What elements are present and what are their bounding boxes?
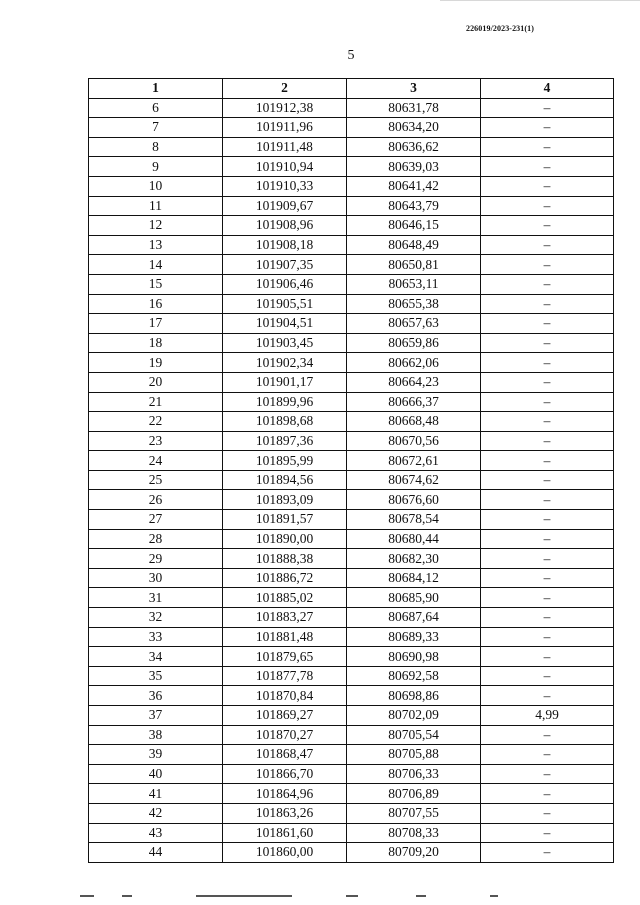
table-header-row bbox=[89, 79, 614, 99]
column-4-cell: – bbox=[481, 490, 614, 510]
table-row bbox=[89, 412, 614, 432]
point-number-cell: 14 bbox=[89, 255, 223, 275]
table-row bbox=[89, 333, 614, 353]
x-coordinate-cell: 101864,96 bbox=[223, 784, 347, 804]
x-coordinate-cell: 101868,47 bbox=[223, 745, 347, 765]
point-number-cell: 32 bbox=[89, 608, 223, 628]
point-number-cell: 29 bbox=[89, 549, 223, 569]
x-coordinate-cell: 101891,57 bbox=[223, 510, 347, 530]
column-4-cell: – bbox=[481, 294, 614, 314]
point-number-cell: 20 bbox=[89, 372, 223, 392]
y-coordinate-cell: 80672,61 bbox=[347, 451, 481, 471]
table-row bbox=[89, 255, 614, 275]
x-coordinate-cell: 101869,27 bbox=[223, 706, 347, 726]
table-row bbox=[89, 98, 614, 118]
column-4-cell: – bbox=[481, 745, 614, 765]
column-4-cell: – bbox=[481, 196, 614, 216]
point-number-cell: 42 bbox=[89, 803, 223, 823]
point-number-cell: 28 bbox=[89, 529, 223, 549]
point-number-cell: 39 bbox=[89, 745, 223, 765]
table-row bbox=[89, 510, 614, 530]
column-4-cell: – bbox=[481, 314, 614, 334]
y-coordinate-cell: 80643,79 bbox=[347, 196, 481, 216]
y-coordinate-cell: 80674,62 bbox=[347, 470, 481, 490]
column-header-4: 4 bbox=[481, 79, 614, 99]
column-4-cell: – bbox=[481, 784, 614, 804]
table-row bbox=[89, 235, 614, 255]
y-coordinate-cell: 80650,81 bbox=[347, 255, 481, 275]
point-number-cell: 27 bbox=[89, 510, 223, 530]
x-coordinate-cell: 101897,36 bbox=[223, 431, 347, 451]
table-row bbox=[89, 745, 614, 765]
y-coordinate-cell: 80653,11 bbox=[347, 274, 481, 294]
table-row bbox=[89, 392, 614, 412]
x-coordinate-cell: 101910,94 bbox=[223, 157, 347, 177]
y-coordinate-cell: 80639,03 bbox=[347, 157, 481, 177]
y-coordinate-cell: 80631,78 bbox=[347, 98, 481, 118]
table-row bbox=[89, 647, 614, 667]
point-number-cell: 12 bbox=[89, 216, 223, 236]
y-coordinate-cell: 80678,54 bbox=[347, 510, 481, 530]
y-coordinate-cell: 80646,15 bbox=[347, 216, 481, 236]
column-4-cell: – bbox=[481, 412, 614, 432]
bottom-scan-marks bbox=[80, 893, 560, 899]
point-number-cell: 8 bbox=[89, 137, 223, 157]
column-4-cell: – bbox=[481, 843, 614, 863]
table-row bbox=[89, 725, 614, 745]
column-4-cell: – bbox=[481, 353, 614, 373]
y-coordinate-cell: 80682,30 bbox=[347, 549, 481, 569]
table-row bbox=[89, 274, 614, 294]
column-header-2: 2 bbox=[223, 79, 347, 99]
point-number-cell: 30 bbox=[89, 568, 223, 588]
y-coordinate-cell: 80690,98 bbox=[347, 647, 481, 667]
x-coordinate-cell: 101895,99 bbox=[223, 451, 347, 471]
y-coordinate-cell: 80692,58 bbox=[347, 666, 481, 686]
table-row bbox=[89, 784, 614, 804]
point-number-cell: 43 bbox=[89, 823, 223, 843]
point-number-cell: 34 bbox=[89, 647, 223, 667]
x-coordinate-cell: 101901,17 bbox=[223, 372, 347, 392]
table-row bbox=[89, 608, 614, 628]
y-coordinate-cell: 80707,55 bbox=[347, 803, 481, 823]
column-4-cell: – bbox=[481, 568, 614, 588]
column-4-cell: – bbox=[481, 333, 614, 353]
x-coordinate-cell: 101888,38 bbox=[223, 549, 347, 569]
y-coordinate-cell: 80676,60 bbox=[347, 490, 481, 510]
x-coordinate-cell: 101903,45 bbox=[223, 333, 347, 353]
point-number-cell: 15 bbox=[89, 274, 223, 294]
column-4-cell: – bbox=[481, 372, 614, 392]
x-coordinate-cell: 101911,96 bbox=[223, 118, 347, 138]
column-4-cell: – bbox=[481, 451, 614, 471]
x-coordinate-cell: 101883,27 bbox=[223, 608, 347, 628]
point-number-cell: 17 bbox=[89, 314, 223, 334]
x-coordinate-cell: 101893,09 bbox=[223, 490, 347, 510]
table-row bbox=[89, 216, 614, 236]
point-number-cell: 11 bbox=[89, 196, 223, 216]
y-coordinate-cell: 80708,33 bbox=[347, 823, 481, 843]
x-coordinate-cell: 101861,60 bbox=[223, 823, 347, 843]
column-4-cell: – bbox=[481, 725, 614, 745]
table-row bbox=[89, 196, 614, 216]
top-edge-rule bbox=[440, 0, 640, 1]
table-row bbox=[89, 686, 614, 706]
column-4-cell: – bbox=[481, 157, 614, 177]
column-header-3: 3 bbox=[347, 79, 481, 99]
point-number-cell: 18 bbox=[89, 333, 223, 353]
point-number-cell: 26 bbox=[89, 490, 223, 510]
x-coordinate-cell: 101912,38 bbox=[223, 98, 347, 118]
y-coordinate-cell: 80641,42 bbox=[347, 176, 481, 196]
column-4-cell: – bbox=[481, 510, 614, 530]
column-4-cell: – bbox=[481, 549, 614, 569]
column-4-cell: – bbox=[481, 118, 614, 138]
y-coordinate-cell: 80705,88 bbox=[347, 745, 481, 765]
point-number-cell: 25 bbox=[89, 470, 223, 490]
y-coordinate-cell: 80684,12 bbox=[347, 568, 481, 588]
y-coordinate-cell: 80709,20 bbox=[347, 843, 481, 863]
x-coordinate-cell: 101879,65 bbox=[223, 647, 347, 667]
x-coordinate-cell: 101908,18 bbox=[223, 235, 347, 255]
column-4-cell: – bbox=[481, 431, 614, 451]
column-4-cell: – bbox=[481, 470, 614, 490]
x-coordinate-cell: 101908,96 bbox=[223, 216, 347, 236]
point-number-cell: 13 bbox=[89, 235, 223, 255]
point-number-cell: 35 bbox=[89, 666, 223, 686]
point-number-cell: 16 bbox=[89, 294, 223, 314]
y-coordinate-cell: 80680,44 bbox=[347, 529, 481, 549]
x-coordinate-cell: 101890,00 bbox=[223, 529, 347, 549]
y-coordinate-cell: 80664,23 bbox=[347, 372, 481, 392]
point-number-cell: 33 bbox=[89, 627, 223, 647]
y-coordinate-cell: 80657,63 bbox=[347, 314, 481, 334]
column-4-cell: – bbox=[481, 392, 614, 412]
point-number-cell: 44 bbox=[89, 843, 223, 863]
column-4-cell: – bbox=[481, 666, 614, 686]
column-4-cell: – bbox=[481, 216, 614, 236]
table-row bbox=[89, 118, 614, 138]
x-coordinate-cell: 101909,67 bbox=[223, 196, 347, 216]
point-number-cell: 31 bbox=[89, 588, 223, 608]
point-number-cell: 41 bbox=[89, 784, 223, 804]
table-row bbox=[89, 764, 614, 784]
column-4-cell: – bbox=[481, 588, 614, 608]
column-4-cell: – bbox=[481, 647, 614, 667]
x-coordinate-cell: 101885,02 bbox=[223, 588, 347, 608]
x-coordinate-cell: 101910,33 bbox=[223, 176, 347, 196]
column-4-cell: – bbox=[481, 686, 614, 706]
y-coordinate-cell: 80655,38 bbox=[347, 294, 481, 314]
column-4-cell: – bbox=[481, 529, 614, 549]
y-coordinate-cell: 80670,56 bbox=[347, 431, 481, 451]
table-row bbox=[89, 490, 614, 510]
y-coordinate-cell: 80705,54 bbox=[347, 725, 481, 745]
point-number-cell: 10 bbox=[89, 176, 223, 196]
y-coordinate-cell: 80689,33 bbox=[347, 627, 481, 647]
point-number-cell: 6 bbox=[89, 98, 223, 118]
column-4-cell: 4,99 bbox=[481, 706, 614, 726]
x-coordinate-cell: 101860,00 bbox=[223, 843, 347, 863]
x-coordinate-cell: 101905,51 bbox=[223, 294, 347, 314]
point-number-cell: 36 bbox=[89, 686, 223, 706]
point-number-cell: 40 bbox=[89, 764, 223, 784]
x-coordinate-cell: 101906,46 bbox=[223, 274, 347, 294]
y-coordinate-cell: 80706,89 bbox=[347, 784, 481, 804]
point-number-cell: 19 bbox=[89, 353, 223, 373]
point-number-cell: 9 bbox=[89, 157, 223, 177]
table-row bbox=[89, 431, 614, 451]
column-4-cell: – bbox=[481, 255, 614, 275]
y-coordinate-cell: 80706,33 bbox=[347, 764, 481, 784]
table-row bbox=[89, 451, 614, 471]
y-coordinate-cell: 80702,09 bbox=[347, 706, 481, 726]
point-number-cell: 7 bbox=[89, 118, 223, 138]
table-row bbox=[89, 549, 614, 569]
x-coordinate-cell: 101902,34 bbox=[223, 353, 347, 373]
column-4-cell: – bbox=[481, 137, 614, 157]
column-4-cell: – bbox=[481, 608, 614, 628]
table-row bbox=[89, 294, 614, 314]
column-4-cell: – bbox=[481, 274, 614, 294]
document-id: 226019/2023-231(1) bbox=[465, 24, 534, 33]
coordinates-table bbox=[88, 78, 614, 863]
table-row bbox=[89, 706, 614, 726]
table-row bbox=[89, 314, 614, 334]
page-number: 5 bbox=[347, 48, 355, 63]
x-coordinate-cell: 101911,48 bbox=[223, 137, 347, 157]
table-row bbox=[89, 176, 614, 196]
column-4-cell: – bbox=[481, 823, 614, 843]
table-row bbox=[89, 529, 614, 549]
column-4-cell: – bbox=[481, 176, 614, 196]
y-coordinate-cell: 80648,49 bbox=[347, 235, 481, 255]
table-row bbox=[89, 588, 614, 608]
column-4-cell: – bbox=[481, 764, 614, 784]
column-4-cell: – bbox=[481, 235, 614, 255]
x-coordinate-cell: 101904,51 bbox=[223, 314, 347, 334]
column-4-cell: – bbox=[481, 627, 614, 647]
table-body bbox=[89, 98, 614, 862]
point-number-cell: 37 bbox=[89, 706, 223, 726]
column-header-1: 1 bbox=[89, 79, 223, 99]
point-number-cell: 22 bbox=[89, 412, 223, 432]
y-coordinate-cell: 80687,64 bbox=[347, 608, 481, 628]
x-coordinate-cell: 101877,78 bbox=[223, 666, 347, 686]
y-coordinate-cell: 80662,06 bbox=[347, 353, 481, 373]
x-coordinate-cell: 101866,70 bbox=[223, 764, 347, 784]
x-coordinate-cell: 101894,56 bbox=[223, 470, 347, 490]
x-coordinate-cell: 101886,72 bbox=[223, 568, 347, 588]
table-row bbox=[89, 666, 614, 686]
table-row bbox=[89, 157, 614, 177]
x-coordinate-cell: 101870,84 bbox=[223, 686, 347, 706]
table-row bbox=[89, 823, 614, 843]
column-4-cell: – bbox=[481, 98, 614, 118]
table-row bbox=[89, 843, 614, 863]
y-coordinate-cell: 80634,20 bbox=[347, 118, 481, 138]
x-coordinate-cell: 101898,68 bbox=[223, 412, 347, 432]
point-number-cell: 38 bbox=[89, 725, 223, 745]
point-number-cell: 21 bbox=[89, 392, 223, 412]
table-row bbox=[89, 568, 614, 588]
x-coordinate-cell: 101907,35 bbox=[223, 255, 347, 275]
y-coordinate-cell: 80636,62 bbox=[347, 137, 481, 157]
y-coordinate-cell: 80685,90 bbox=[347, 588, 481, 608]
table-row bbox=[89, 137, 614, 157]
x-coordinate-cell: 101870,27 bbox=[223, 725, 347, 745]
point-number-cell: 24 bbox=[89, 451, 223, 471]
table-row bbox=[89, 627, 614, 647]
y-coordinate-cell: 80668,48 bbox=[347, 412, 481, 432]
y-coordinate-cell: 80659,86 bbox=[347, 333, 481, 353]
table-row bbox=[89, 353, 614, 373]
table-row bbox=[89, 470, 614, 490]
y-coordinate-cell: 80666,37 bbox=[347, 392, 481, 412]
column-4-cell: – bbox=[481, 803, 614, 823]
y-coordinate-cell: 80698,86 bbox=[347, 686, 481, 706]
x-coordinate-cell: 101899,96 bbox=[223, 392, 347, 412]
table-row bbox=[89, 803, 614, 823]
table-row bbox=[89, 372, 614, 392]
x-coordinate-cell: 101863,26 bbox=[223, 803, 347, 823]
point-number-cell: 23 bbox=[89, 431, 223, 451]
x-coordinate-cell: 101881,48 bbox=[223, 627, 347, 647]
